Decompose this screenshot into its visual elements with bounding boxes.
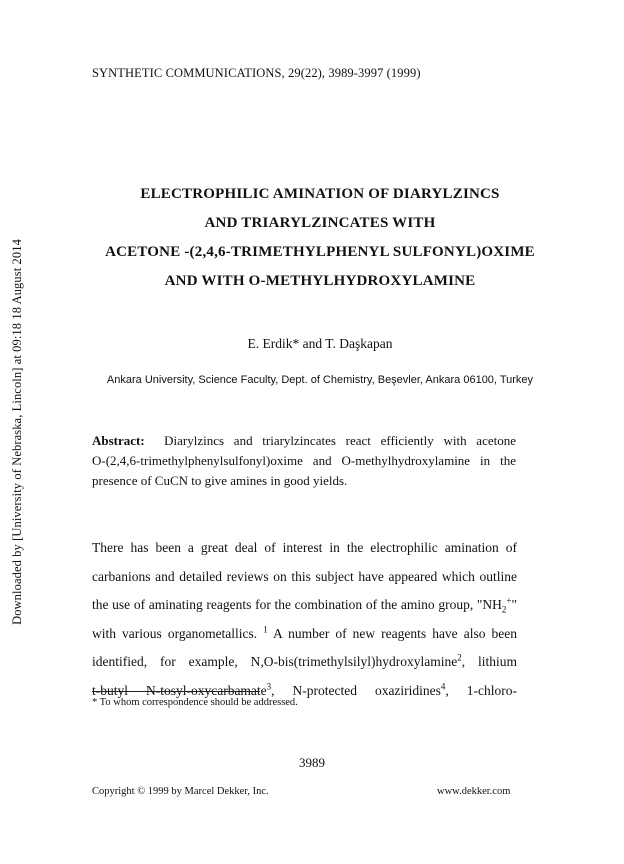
download-watermark: Downloaded by [University of Nebraska, Lincoln] at 09:18 18 August 2014	[10, 239, 24, 625]
body-line-2: carbanions and detailed reviews on this subject have appeared which outline	[92, 568, 517, 584]
abstract-line-2: O-(2,4,6-trimethylphenylsulfonyl)oxime and O-methylhydroxylamine in the	[92, 453, 516, 468]
title-line-4: AND WITH O-METHYLHYDROXYLAMINE	[164, 273, 476, 289]
abstract-line-1: Abstract: Diarylzincs and triarylzincates react efficiently with acetone	[92, 433, 516, 448]
authors: E. Erdik* and T. Daşkapan	[247, 336, 393, 351]
body-line-3: the use of aminating reagents for the combination of the amino group, "$NH_2^+$"	[92, 595, 517, 615]
abstract	[92, 431, 516, 491]
body-line-4: with various organometallics. $^1$ A number of new reagents have also been	[92, 624, 517, 641]
body-line-1: There has been a great deal of interest in the electrophilic amination of	[92, 540, 517, 555]
affiliation: Ankara University, Science Faculty, Dept. of Chemistry, Beşevler, Ankara 06100, Turkey	[106, 374, 534, 386]
footnote: * To whom correspondence should be addressed.	[92, 697, 298, 708]
title-line-3: ACETONE -(2,4,6-TRIMETHYLPHENYL SULFONYL)OXIME	[105, 244, 535, 260]
journal-header: SYNTHETIC COMMUNICATIONS, 29(22), 3989-3997 (1999)	[92, 66, 421, 80]
copyright: Copyright © 1999 by Marcel Dekker, Inc.	[92, 786, 269, 797]
body-paragraph	[92, 534, 517, 705]
body-line-6: t-butyl N-tosyl-oxycarbamate$^3$, N-protected oxaziridines$^4$, 1-chloro-	[92, 681, 517, 698]
page-number: 3989	[299, 755, 325, 770]
title-line-2: AND TRIARYLZINCATES WITH	[204, 215, 436, 231]
abstract-label: Abstract:	[92, 433, 145, 448]
footnote-rule	[92, 691, 260, 692]
publisher-website: www.dekker.com	[437, 786, 511, 797]
abstract-line-3: presence of CuCN to give amines in good yields.	[92, 473, 348, 488]
body-line-5: identified, for example, N,O-bis(trimethylsilyl)hydroxylamine$^2$, lithium	[92, 652, 517, 669]
title-line-1: ELECTROPHILIC AMINATION OF DIARYLZINCS	[140, 186, 500, 202]
